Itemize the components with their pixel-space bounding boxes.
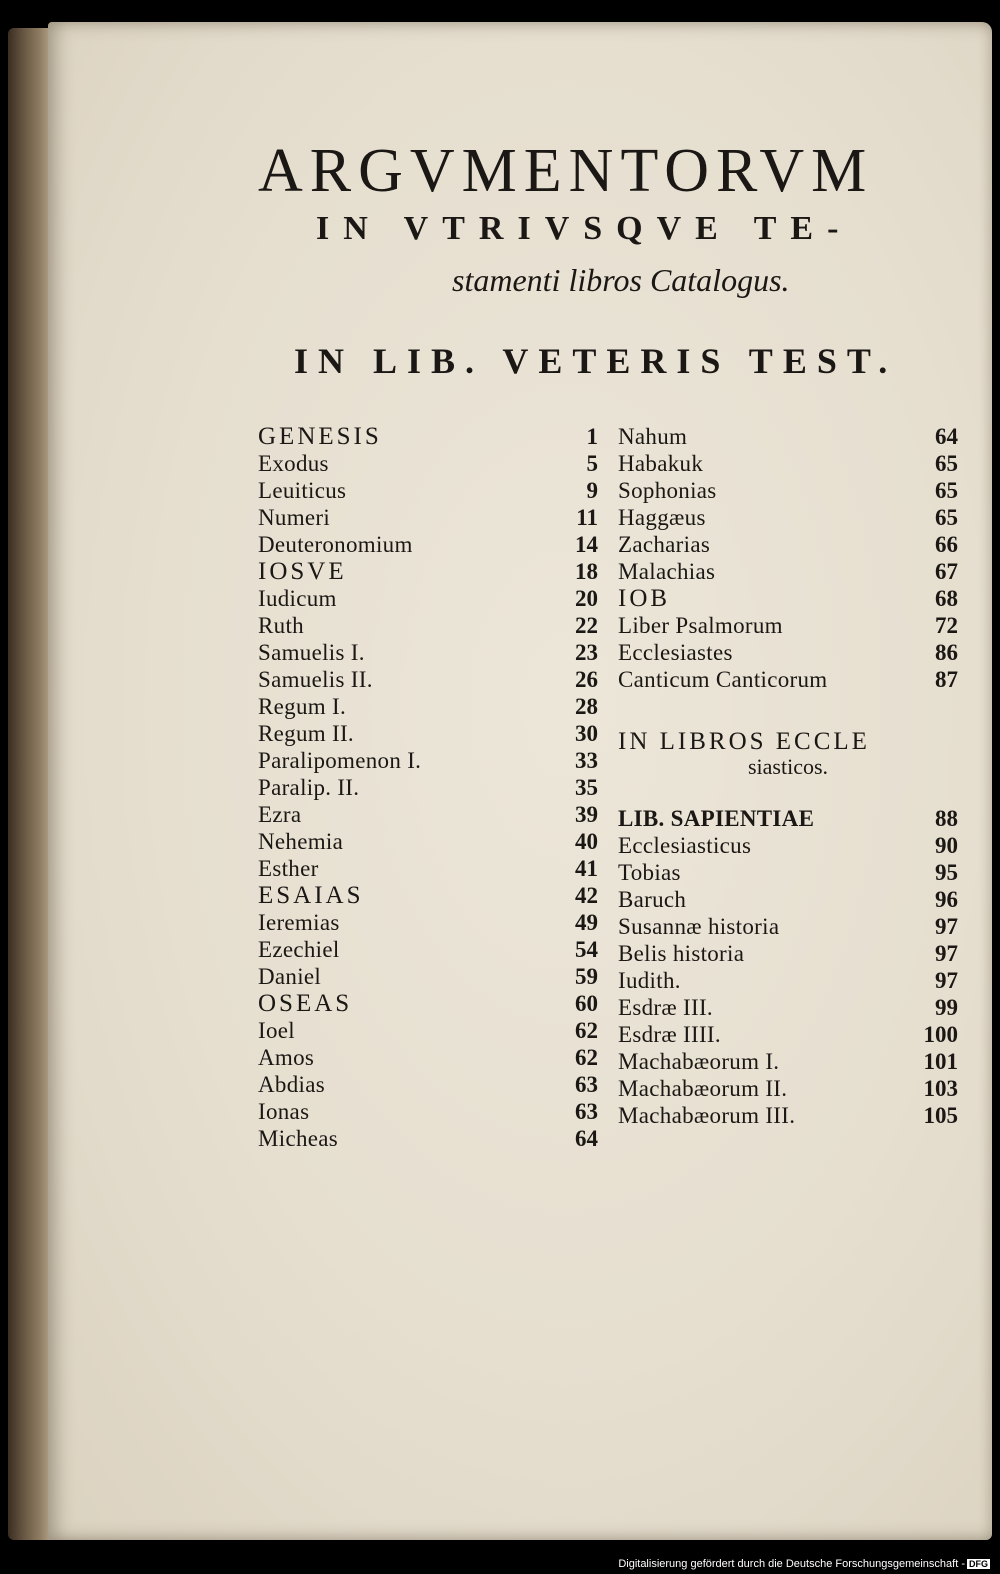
book-name: Samuelis I. (258, 640, 365, 665)
apocrypha-subheading (618, 720, 958, 778)
book-name: Nehemia (258, 829, 344, 854)
book-name: LIB. SAPIENTIAE (618, 806, 815, 831)
index-entry (618, 859, 958, 886)
index-entry (258, 774, 598, 801)
index-entry (618, 558, 958, 585)
index-entry (618, 450, 958, 477)
index-entry (258, 1125, 598, 1152)
book-name: Esther (258, 856, 319, 881)
book-name: Abdias (258, 1072, 325, 1097)
index-entry (618, 423, 958, 450)
book-name: Daniel (258, 964, 322, 989)
title-line-3: stamenti libros Catalogus. (452, 262, 790, 298)
index-entry (618, 967, 958, 994)
page-number: 105 (923, 1103, 958, 1128)
page-number: 49 (575, 910, 598, 935)
index-entry (258, 558, 598, 585)
index-entry (618, 994, 958, 1021)
page-number: 54 (575, 937, 598, 962)
book-name: Ecclesiastes (618, 640, 733, 665)
page-number: 62 (575, 1045, 598, 1070)
page-number: 33 (575, 748, 598, 773)
index-entry (618, 612, 958, 639)
page-number: 9 (586, 478, 598, 503)
page-number: 14 (575, 532, 598, 557)
book-name: Ecclesiasticus (618, 833, 752, 858)
page-number: 100 (923, 1022, 958, 1047)
book-name: Samuelis II. (258, 667, 373, 692)
page-number: 64 (935, 424, 958, 449)
index-entry (618, 504, 958, 531)
page-number: 42 (575, 883, 598, 908)
index-entry (258, 720, 598, 747)
page-number: 63 (575, 1072, 598, 1097)
index-entry (618, 832, 958, 859)
book-name: Haggæus (618, 505, 706, 530)
page-number: 99 (935, 995, 958, 1020)
left-index-column (258, 423, 598, 1152)
book-name: Habakuk (618, 451, 704, 476)
index-entry (618, 531, 958, 558)
index-entry (258, 828, 598, 855)
index-entry (618, 1075, 958, 1102)
index-entry (258, 747, 598, 774)
page-number: 23 (575, 640, 598, 665)
index-entry (258, 1044, 598, 1071)
index-entry (618, 913, 958, 940)
page-number: 59 (575, 964, 598, 989)
index-entry (258, 990, 598, 1017)
page-number: 63 (575, 1099, 598, 1124)
book-name: Machabæorum III. (618, 1103, 796, 1128)
book-name: Regum II. (258, 721, 354, 746)
index-entry (258, 882, 598, 909)
book-name: Leuiticus (258, 478, 347, 503)
index-entry (618, 1048, 958, 1075)
page-number: 67 (935, 559, 958, 584)
page-number: 28 (575, 694, 598, 719)
index-entry (258, 423, 598, 450)
index-entry (258, 612, 598, 639)
subheading-line-1: IN LIBROS ECCLE (618, 728, 870, 755)
page-number: 1 (586, 424, 598, 449)
page-number: 26 (575, 667, 598, 692)
book-name: Ieremias (258, 910, 340, 935)
index-entry (258, 801, 598, 828)
page-number: 20 (575, 586, 598, 611)
index-entry (258, 963, 598, 990)
book-name: Zacharias (618, 532, 711, 557)
book-name: Paralip. II. (258, 775, 360, 800)
column-gap (618, 693, 958, 720)
book-name: Tobias (618, 860, 681, 885)
page-number: 96 (935, 887, 958, 912)
page-number: 60 (575, 991, 598, 1016)
footer-text: Digitalisierung gefördert durch die Deutsche Forschungsgemeinschaft - (618, 1558, 965, 1570)
page-number: 62 (575, 1018, 598, 1043)
page-number: 41 (575, 856, 598, 881)
book-name: Iudicum (258, 586, 337, 611)
page-number: 68 (935, 586, 958, 611)
book-name: Exodus (258, 451, 329, 476)
title-line-1: ARGVMENTORVM (258, 137, 874, 205)
page-number: 90 (935, 833, 958, 858)
index-entry (258, 1017, 598, 1044)
page-number: 97 (935, 914, 958, 939)
book-name: Sophonias (618, 478, 717, 503)
book-name: GENESIS (258, 423, 382, 450)
book-name: Ioel (258, 1018, 295, 1043)
book-name: IOB (618, 585, 671, 612)
book-name: Canticum Canticorum (618, 667, 828, 692)
book-name: Susannæ historia (618, 914, 780, 939)
subheading-line-2: siasticos. (747, 754, 829, 779)
page-number: 87 (935, 667, 958, 692)
index-entry (258, 909, 598, 936)
page-number: 65 (935, 451, 958, 476)
page-number: 65 (935, 505, 958, 530)
index-entry (258, 531, 598, 558)
book-name: Ionas (258, 1099, 310, 1124)
page-number: 40 (575, 829, 598, 854)
book-name: Paralipomenon I. (258, 748, 422, 773)
book-name: Machabæorum II. (618, 1076, 788, 1101)
book-name: ESAIAS (258, 882, 364, 909)
book-name: Ruth (258, 613, 304, 638)
book-name: Amos (258, 1045, 315, 1070)
book-name: Ezechiel (258, 937, 340, 962)
index-entry (258, 855, 598, 882)
book-name: Nahum (618, 424, 688, 449)
page-number: 22 (575, 613, 598, 638)
index-entry (618, 477, 958, 504)
book-name: Machabæorum I. (618, 1049, 780, 1074)
index-entry (618, 805, 958, 832)
page-number: 30 (575, 721, 598, 746)
index-entry (258, 1071, 598, 1098)
index-entry (258, 1098, 598, 1125)
page-number: 97 (935, 968, 958, 993)
index-entry (258, 693, 598, 720)
digitization-footer (618, 1558, 990, 1570)
book-name: Malachias (618, 559, 716, 584)
page-number: 65 (935, 478, 958, 503)
index-entry (258, 936, 598, 963)
book-name: OSEAS (258, 990, 353, 1017)
index-entry (258, 504, 598, 531)
index-entry (618, 1102, 958, 1129)
index-entry (618, 585, 958, 612)
page-number: 35 (575, 775, 598, 800)
index-entry (618, 666, 958, 693)
book-name: Esdræ IIII. (618, 1022, 721, 1047)
book-name: Esdræ III. (618, 995, 713, 1020)
index-entry (258, 639, 598, 666)
page-number: 88 (935, 806, 958, 831)
page-number: 5 (586, 451, 598, 476)
page-number: 66 (935, 532, 958, 557)
book-name: IOSVE (258, 558, 347, 585)
book-name: Numeri (258, 505, 331, 530)
page-number: 86 (935, 640, 958, 665)
index-entry (258, 585, 598, 612)
page-number: 95 (935, 860, 958, 885)
book-name: Baruch (618, 887, 687, 912)
book-name: Deuteronomium (258, 532, 413, 557)
index-entry (618, 639, 958, 666)
book-name: Iudith. (618, 968, 681, 993)
book-name: Ezra (258, 802, 302, 827)
page-number: 97 (935, 941, 958, 966)
right-index-column (618, 423, 958, 1129)
index-entry (258, 450, 598, 477)
page-number: 39 (575, 802, 598, 827)
section-heading: IN LIB. VETERIS TEST. (294, 341, 898, 381)
dfg-logo: DFG (969, 1559, 988, 1569)
column-gap (618, 778, 958, 805)
book-name: Liber Psalmorum (618, 613, 783, 638)
index-entry (258, 666, 598, 693)
index-entry (618, 1021, 958, 1048)
book-name: Micheas (258, 1126, 339, 1151)
page-number: 64 (575, 1126, 598, 1151)
book-name: Regum I. (258, 694, 346, 719)
page-number: 103 (923, 1076, 958, 1101)
index-entry (618, 886, 958, 913)
index-entry (258, 477, 598, 504)
page-number: 11 (576, 505, 598, 530)
index-entry (618, 940, 958, 967)
page-number: 72 (935, 613, 958, 638)
book-name: Belis historia (618, 941, 745, 966)
title-line-2: IN VTRIVSQVE TE- (316, 210, 853, 247)
page-number: 18 (575, 559, 598, 584)
page-number: 101 (923, 1049, 958, 1074)
